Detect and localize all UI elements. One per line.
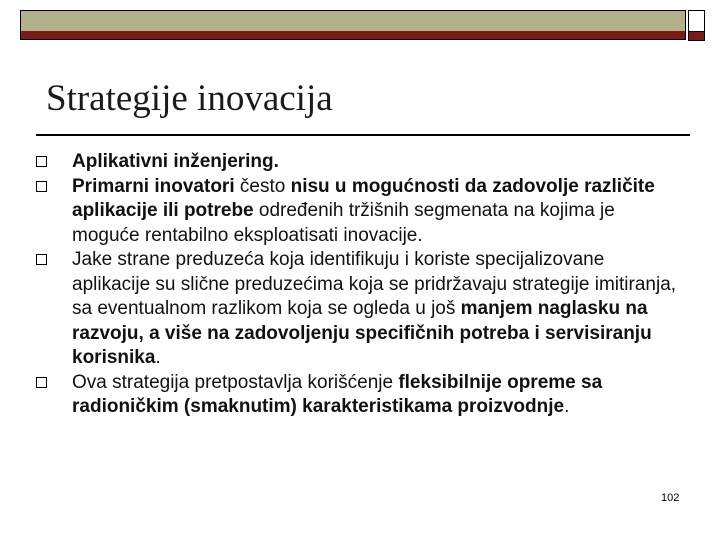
bullet-text: Jake strane preduzeća koja identifikuju i koriste specijalizovane aplikacije su slične preduzećima koja se pridržavaju strategije imitiranja, sa eventualnom razlikom koja se ogleda u još <box>72 249 677 319</box>
header-corner-square-top <box>688 10 705 32</box>
bullet-text: Primarni inovatori <box>72 175 235 197</box>
square-bullet-icon <box>36 181 47 192</box>
header-corner-square-bottom <box>688 31 705 41</box>
title-divider <box>36 134 690 136</box>
slide-title: Strategije inovacija <box>46 78 333 119</box>
bullet-item-3 <box>36 248 686 371</box>
square-bullet-icon <box>36 156 47 167</box>
bullet-text: često <box>234 175 291 197</box>
bullet-text: . <box>155 347 161 368</box>
bullet-item-4 <box>36 371 686 420</box>
header-bar-top <box>20 10 686 32</box>
bullet-item-2 <box>36 175 686 249</box>
bullet-item-1 <box>36 150 686 175</box>
bullet-text: Aplikativni inženjering. <box>72 151 279 172</box>
bullet-text: nisu u mogućnosti da zadovolje različite aplikacije ili potrebe <box>72 175 655 221</box>
header-bar-bottom <box>20 31 686 40</box>
bullet-text: Ova strategija pretpostavlja korišćenje <box>72 371 399 393</box>
bullet-list <box>36 150 686 420</box>
bullet-text: određenih tržišnih segmenata na kojima je moguće rentabilno eksploatisati inovacije. <box>72 200 615 246</box>
square-bullet-icon <box>36 377 47 388</box>
square-bullet-icon <box>36 254 47 265</box>
bullet-text: manjem naglasku na razvoju, a više na zadovoljenju specifičnih potreba i servisiranju korisnika <box>72 298 652 368</box>
bullet-text: . <box>564 396 570 417</box>
bullet-text: fleksibilnije opreme sa radioničkim (smaknutim) karakteristikama proizvodnje <box>72 371 603 417</box>
page-number: 102 <box>661 492 680 504</box>
